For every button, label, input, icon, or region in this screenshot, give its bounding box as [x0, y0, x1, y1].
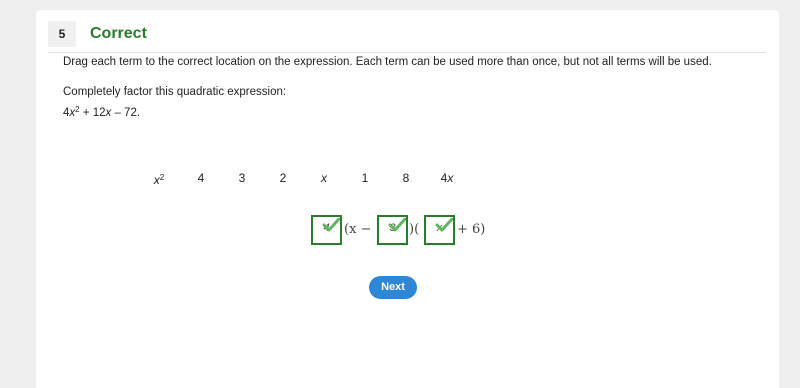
expression-part-3: + 6)	[457, 222, 486, 237]
expression-part-2: )(	[409, 222, 420, 237]
expr-exponent: 2	[75, 105, 80, 114]
drop-box-3-value: x	[436, 222, 443, 234]
prompt-text: Completely factor this quadratic expression:	[63, 86, 287, 98]
drop-box-2-value: 3	[389, 222, 396, 234]
answer-expression	[311, 215, 541, 251]
drop-box-2[interactable]	[377, 215, 408, 245]
draggable-term-x-squared[interactable]	[144, 168, 174, 190]
expr-var: x	[69, 107, 76, 119]
drop-box-3[interactable]	[424, 215, 455, 245]
term-4x-var: x	[447, 171, 454, 185]
term-bank	[144, 168, 474, 190]
expr-tail: – 72.	[111, 107, 141, 119]
expr-coef: 4	[63, 107, 70, 119]
draggable-term-1[interactable]: 1	[361, 171, 369, 185]
term-4x-coef: 4	[440, 171, 448, 185]
question-number: 5	[48, 21, 76, 47]
draggable-term-x[interactable]: x	[321, 171, 327, 185]
question-status: Correct	[90, 25, 147, 42]
draggable-term-3[interactable]: 3	[238, 171, 246, 185]
drop-box-1[interactable]	[311, 215, 342, 245]
term-x-base: x	[153, 173, 160, 187]
check-icon	[435, 218, 453, 232]
draggable-term-8[interactable]: 8	[402, 171, 410, 185]
check-icon	[388, 218, 406, 232]
expr-mid: + 12	[79, 107, 106, 119]
question-card	[36, 10, 779, 388]
instruction-text: Drag each term to the correct location on the expression. Each term can be used more than once, but not all terms will be used.	[63, 56, 712, 68]
question-header	[48, 18, 766, 53]
draggable-term-4x[interactable]	[432, 168, 462, 188]
quadratic-expression	[63, 105, 140, 119]
expression-part-1: (x −	[344, 222, 372, 237]
draggable-term-2[interactable]: 2	[279, 171, 287, 185]
next-button[interactable]: Next	[369, 276, 417, 299]
draggable-term-4[interactable]: 4	[197, 171, 205, 185]
drop-box-1-value: 4	[323, 222, 330, 234]
term-x-exp: 2	[159, 173, 165, 182]
expr-var-2: x	[105, 107, 112, 119]
check-icon	[322, 218, 340, 232]
